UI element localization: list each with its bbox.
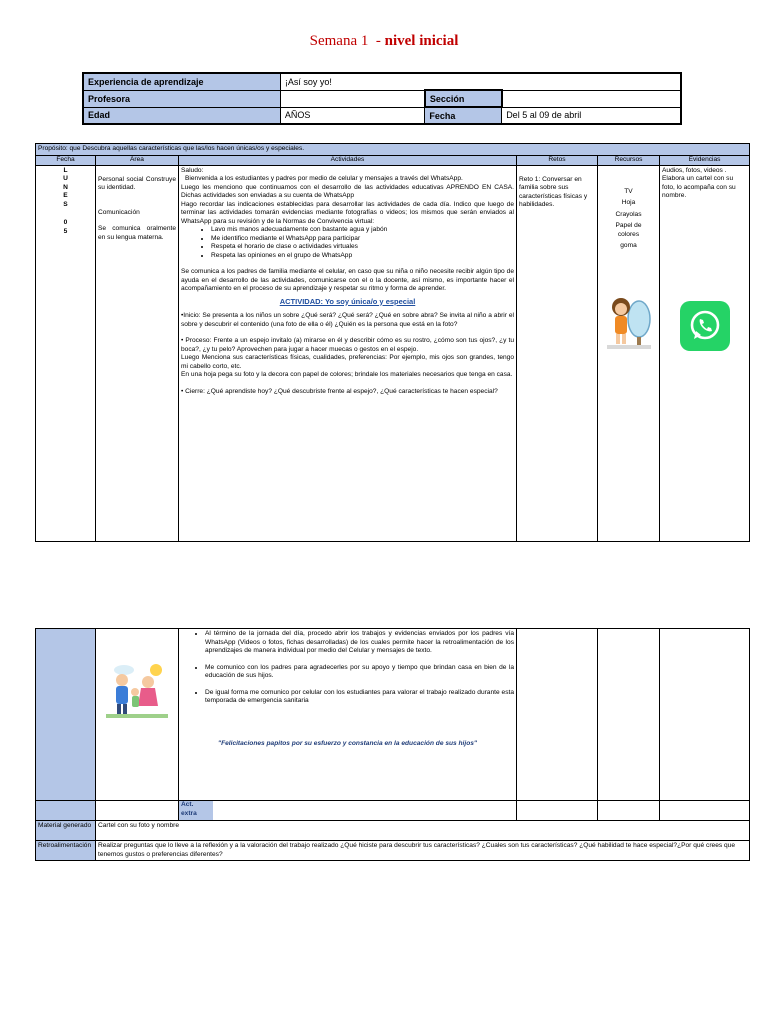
list-item: • Me identifico mediante el WhatsApp para participar: [211, 235, 514, 244]
day-letter: L: [63, 166, 68, 174]
followup-activities-cell: [179, 629, 517, 801]
date-label: Fecha: [425, 107, 502, 124]
extra-retos-cell: [517, 801, 598, 821]
area-comunicacion: Comunicación: [98, 208, 140, 216]
retos-text: Reto 1: Conversar en familia sobre sus características físicas y habilidades.: [519, 175, 588, 208]
age-label: Edad: [83, 107, 280, 124]
title-week: Semana 1: [309, 33, 369, 49]
age-value: AÑOS: [280, 107, 424, 124]
activity-inicio: •Inicio: Se presenta a los niños un sobre ¿Qué será? ¿Qué será? ¿Qué en sobre abra? Se invita al niño a abrir el sobre y descubrir el contenido (una foto de ella o él) ¿Quién es la persona que está en la foto?: [181, 312, 514, 328]
col-fecha: Fecha: [36, 155, 96, 165]
list-item: • De igual forma me comunico por celular con los estudiantes para valorar el trabajo realizado durante esta temporada de emergencia sanitaria: [205, 689, 514, 706]
day-letter: N: [63, 183, 68, 191]
list-item: • Respeta las opiniones en el grupo de WhatsApp: [211, 252, 514, 261]
activity-luego: Luego Menciona sus características físicas, cualidades, preferencias: Por ejemplo, mis ojos son grandes, tengo mi cabello corto, etc.: [181, 354, 514, 370]
extra-recursos-cell: [598, 801, 660, 821]
col-evidencias: Evidencias: [660, 155, 750, 165]
list-item: • Respeta el horario de clase o actividades virtuales: [211, 243, 514, 252]
saludo: Saludo:: [181, 166, 204, 174]
recurso-item: Papel de colores: [615, 222, 642, 238]
retro-value: Realizar preguntas que lo lleve a la reflexión y a la valoración del trabajo realizado ¿Qué hiciste para descubrir tus características? ¿Cuales son tus características? ¿Qué habilidad te hace especial?¿Por qué crees que tenemos gustos o preferencias diferentes?: [96, 841, 750, 861]
whatsapp-icon: [680, 301, 730, 351]
recurso-item: goma: [620, 242, 637, 249]
girl-mirror-illustration: [607, 291, 651, 349]
list-item: • Lavo mis manos adecuadamente con bastante agua y jabón: [211, 226, 514, 235]
section-label: Sección: [425, 90, 502, 107]
day-letter: S: [63, 200, 68, 208]
date-value: Del 5 al 09 de abril: [502, 107, 681, 124]
followup-table: [35, 628, 750, 861]
recurso-item: Crayolas: [615, 210, 642, 218]
col-retos: Retos: [517, 155, 598, 165]
activity-p3: Hago recordar las indicaciones establecidas para desarrollar las actividades de cada día. Indico que luego de terminar las actividades tomarán evidencias mediante fotografías o videos; los mismos que serán enviados al WhatsApp para su revisión y de la Normas de Convivencia virtual:: [181, 200, 514, 225]
recurso-item: Hoja: [621, 199, 636, 206]
header-table: [82, 72, 682, 125]
experience-label: Experiencia de aprendizaje: [83, 73, 280, 90]
followup-list: [181, 630, 514, 656]
followup-area-cell: [96, 629, 179, 801]
activity-cierre: • Cierre: ¿Qué aprendiste hoy? ¿Qué descubriste frente al espejo?, ¿Qué características te hacen especial?: [181, 387, 498, 395]
activities-table: [35, 143, 750, 542]
purpose-row: Propósito: que Descubra aquellas características que las/los hacen únicas/os y especiales.: [36, 144, 750, 156]
followup-list: [181, 689, 514, 706]
day-letter: 0: [63, 219, 68, 226]
extra-evidencias-cell: [660, 801, 750, 821]
title-sep: -: [368, 33, 385, 49]
activities-cell: [179, 165, 517, 541]
extra-date-cell: [36, 801, 96, 821]
page-title: [0, 33, 768, 50]
congrats-quote: "Felicitaciones papitos por su esfuerzo y constancia en la educación de sus hijos": [217, 739, 478, 747]
activity-p4: Se comunica a los padres de familia mediante el celular, en caso que su niña o niño necesite recibir algún tipo de ayuda en el desarrollo de las actividades, comunicarse con el o la docente, así mismo, es importante hacer el acompañamiento en el proceso de su aprendizaje y respetar su ritmo y forma de aprender.: [181, 268, 514, 292]
activity-hoja: En una hoja pega su foto y la decora con papel de colores; brindale los materiales necesarios que tenga en casa.: [181, 371, 513, 378]
retos-cell: [517, 165, 598, 541]
teacher-value: [280, 90, 424, 107]
col-area: Área: [96, 155, 179, 165]
extra-area-cell: [96, 801, 179, 821]
followup-date-cell: [36, 629, 96, 801]
followup-recursos-cell: [598, 629, 660, 801]
followup-retos-cell: [517, 629, 598, 801]
activity-title: ACTIVIDAD: Yo soy única/o y especial: [279, 296, 416, 306]
act-extra-label: Act. extra: [179, 801, 213, 820]
day-letter: 5: [63, 227, 68, 235]
day-letter: E: [63, 192, 68, 199]
day-letter: [38, 209, 93, 219]
list-item: • Me comunico con los padres para agradecerles por su apoyo y tiempo que brindan casa en bien de la educación de sus hijos.: [205, 664, 514, 681]
extra-activities-cell: [179, 801, 517, 821]
teacher-label: Profesora: [83, 90, 280, 107]
col-recursos: Recursos: [598, 155, 660, 165]
col-actividades: Actividades: [179, 155, 517, 165]
evidencias-text: Audios, fotos, videos . Elabora un cartel con su foto, lo acompaña con su nombre.: [662, 166, 736, 199]
retro-label: Retroalimentación: [36, 841, 96, 861]
experience-value: ¡Así soy yo!: [280, 73, 681, 90]
area-personal: Personal social Construye su identidad.: [98, 175, 176, 191]
list-item: • Al término de la jornada del día, procedo abrir los trabajos y evidencias enviados por los padres vía WhatsApp (Videos o fotos, fichas desarrolladas) de los cuales permite hacer la retroalimentación de los aprendizajes de manera individual por medio del Celular y mensajes de texto.: [205, 630, 514, 656]
activity-p2: Luego les menciono que continuamos con el desarrollo de las actividades educativas APRENDO EN CASA. Dichas actividades son enviadas a su cuenta de WhatsApp: [181, 183, 514, 199]
norms-list: [181, 226, 514, 260]
day-cell: [36, 165, 96, 541]
evidencias-cell: [660, 165, 750, 541]
area-cell: [96, 165, 179, 541]
activity-p1: Bienvenida a los estudiantes y padres por medio de celular y mensajes a través del WhatsApp.: [185, 175, 463, 182]
recursos-cell: [598, 165, 660, 541]
day-letter: U: [63, 175, 68, 182]
family-illustration: [106, 660, 168, 718]
recurso-item: TV: [624, 187, 633, 195]
followup-evidencias-cell: [660, 629, 750, 801]
area-se-comunica: Se comunica oralmente en su lengua materna.: [98, 225, 176, 241]
material-label: Material generado: [36, 821, 96, 841]
title-level: nivel inicial: [384, 33, 459, 49]
activity-proceso: • Proceso: Frente a un espejo invitalo (a) mirarse en él y describir cómo es su rostro, ¿cómo son tus ojos?, ¿y tu boca?, ¿y tu pelo? Aprovechen para jugar a hacer muecas o gestos en el espejo.: [181, 337, 514, 353]
section-value: [502, 90, 681, 107]
followup-list: [181, 664, 514, 681]
material-value: Cartel con su foto y nombre: [96, 821, 750, 841]
